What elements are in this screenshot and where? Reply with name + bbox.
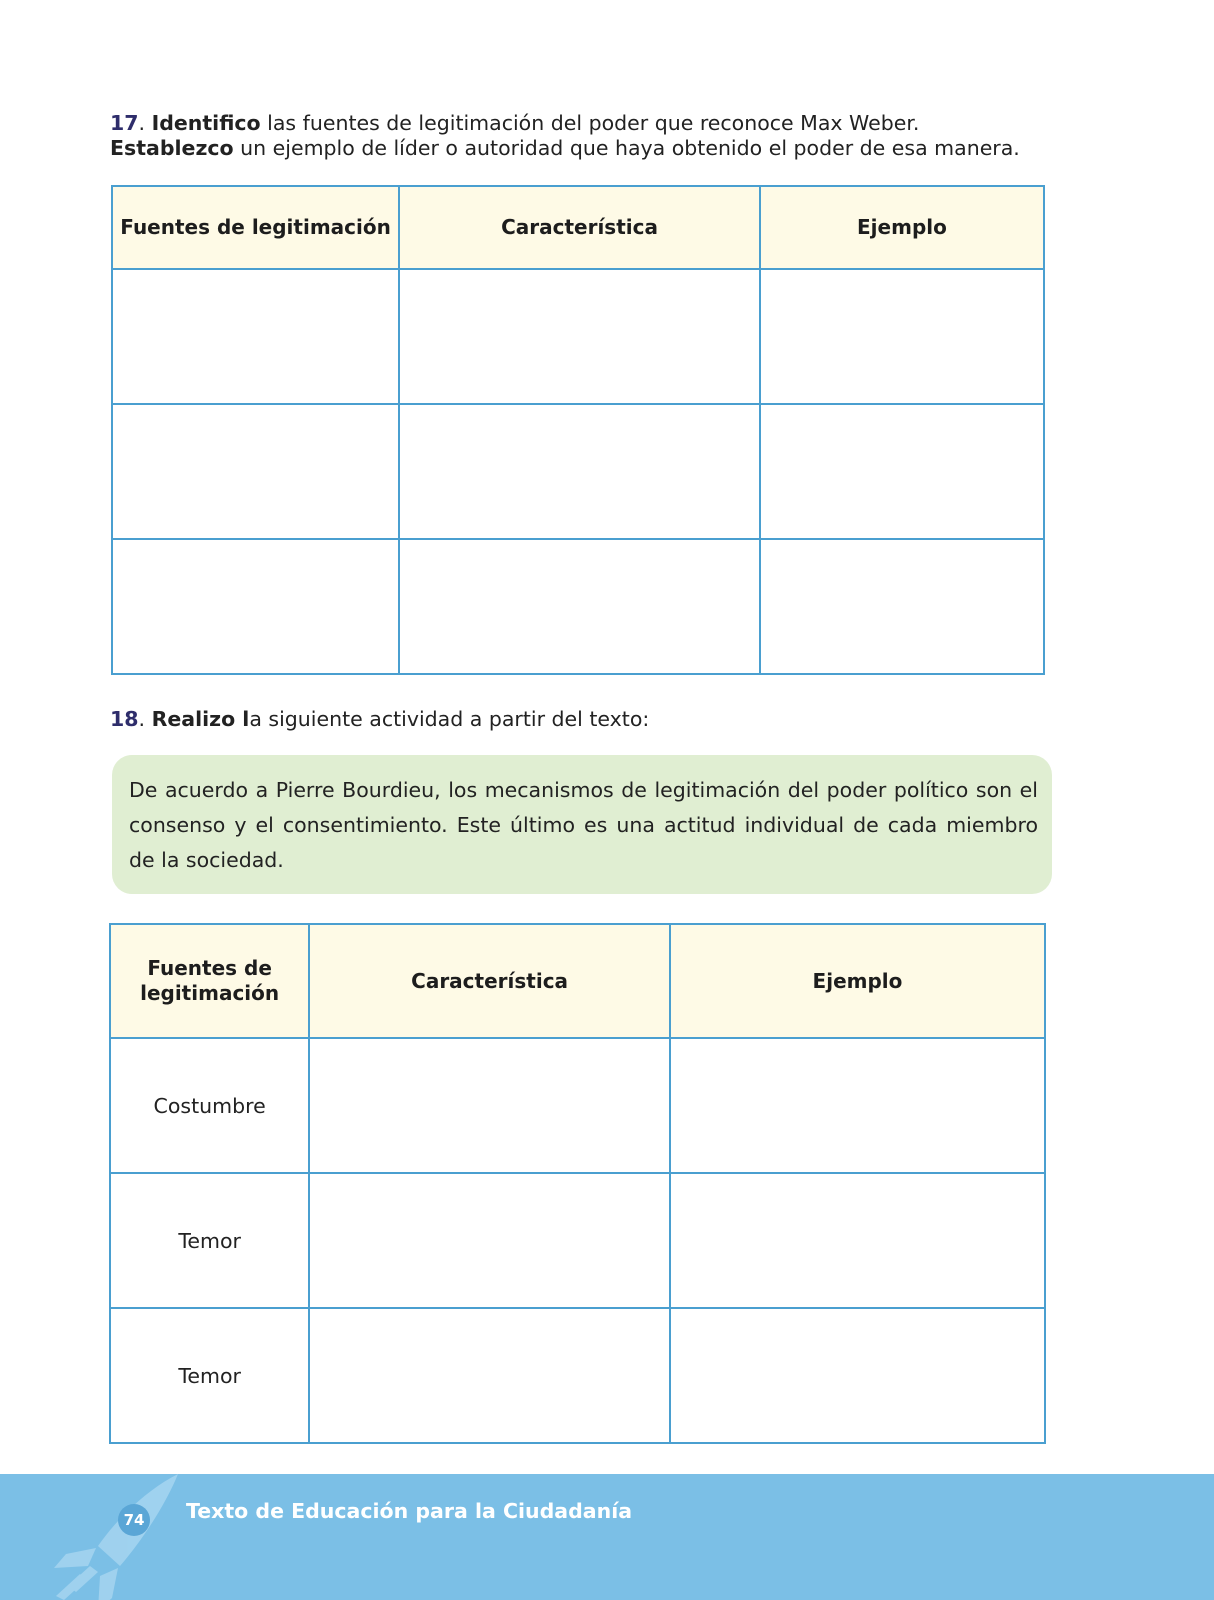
answer-cell[interactable]	[309, 1038, 670, 1173]
answer-cell[interactable]	[399, 539, 760, 674]
activity-number: 18	[110, 707, 139, 731]
header-caracteristica: Característica	[399, 186, 760, 269]
table-row	[112, 539, 1044, 674]
answer-cell[interactable]	[112, 404, 399, 539]
answer-cell[interactable]	[399, 269, 760, 404]
table-header-row	[110, 924, 1045, 1038]
table-header-row	[112, 186, 1044, 269]
instruction-verb: Identifico	[151, 111, 261, 135]
answer-cell[interactable]	[112, 539, 399, 674]
answer-cell[interactable]	[760, 269, 1044, 404]
answer-cell[interactable]	[112, 269, 399, 404]
table-row	[112, 404, 1044, 539]
answer-cell[interactable]	[309, 1173, 670, 1308]
table-row	[110, 1038, 1045, 1173]
activity-number: 17	[110, 111, 139, 135]
instruction-verb: Realizo l	[151, 707, 250, 731]
weber-legitimation-table	[111, 185, 1045, 675]
answer-cell[interactable]	[760, 404, 1044, 539]
table-row	[110, 1173, 1045, 1308]
answer-cell[interactable]	[760, 539, 1044, 674]
header-fuentes: Fuentes de legitimación	[110, 924, 309, 1038]
source-cell: Costumbre	[110, 1038, 309, 1173]
answer-cell[interactable]	[670, 1038, 1045, 1173]
activity-18-instruction: 18. Realizo la siguiente actividad a partir del texto:	[110, 707, 650, 731]
source-cell: Temor	[110, 1173, 309, 1308]
answer-cell[interactable]	[399, 404, 760, 539]
page-number: 74	[118, 1504, 150, 1536]
instruction-text: un ejemplo de líder o autoridad que haya obtenido el poder de esa manera.	[240, 136, 1020, 160]
activity-17-instruction: 17. Identifico las fuentes de legitimación del poder que reconoce Max Weber. Establezco un ejemplo de líder o autoridad que haya obtenido el poder de esa manera.	[110, 111, 1020, 160]
page-footer	[0, 1474, 1214, 1600]
source-cell: Temor	[110, 1308, 309, 1443]
instruction-text: a siguiente actividad a partir del texto:	[249, 707, 650, 731]
book-title: Texto de Educación para la Ciudadanía	[186, 1499, 633, 1523]
answer-cell[interactable]	[670, 1173, 1045, 1308]
instruction-verb: Establezco	[110, 136, 234, 160]
table-row	[110, 1308, 1045, 1443]
header-fuentes: Fuentes de legitimación	[112, 186, 399, 269]
answer-cell[interactable]	[670, 1308, 1045, 1443]
header-caracteristica: Característica	[309, 924, 670, 1038]
header-ejemplo: Ejemplo	[760, 186, 1044, 269]
bourdieu-legitimation-table	[109, 923, 1046, 1444]
header-ejemplo: Ejemplo	[670, 924, 1045, 1038]
answer-cell[interactable]	[309, 1308, 670, 1443]
instruction-text: las fuentes de legitimación del poder que reconoce Max Weber.	[267, 111, 920, 135]
table-row	[112, 269, 1044, 404]
bourdieu-quote-box: De acuerdo a Pierre Bourdieu, los mecanismos de legitimación del poder político son el consenso y el consentimiento. Este último es una actitud individual de cada miembro de la sociedad.	[112, 755, 1052, 894]
rocket-icon	[50, 1474, 190, 1600]
